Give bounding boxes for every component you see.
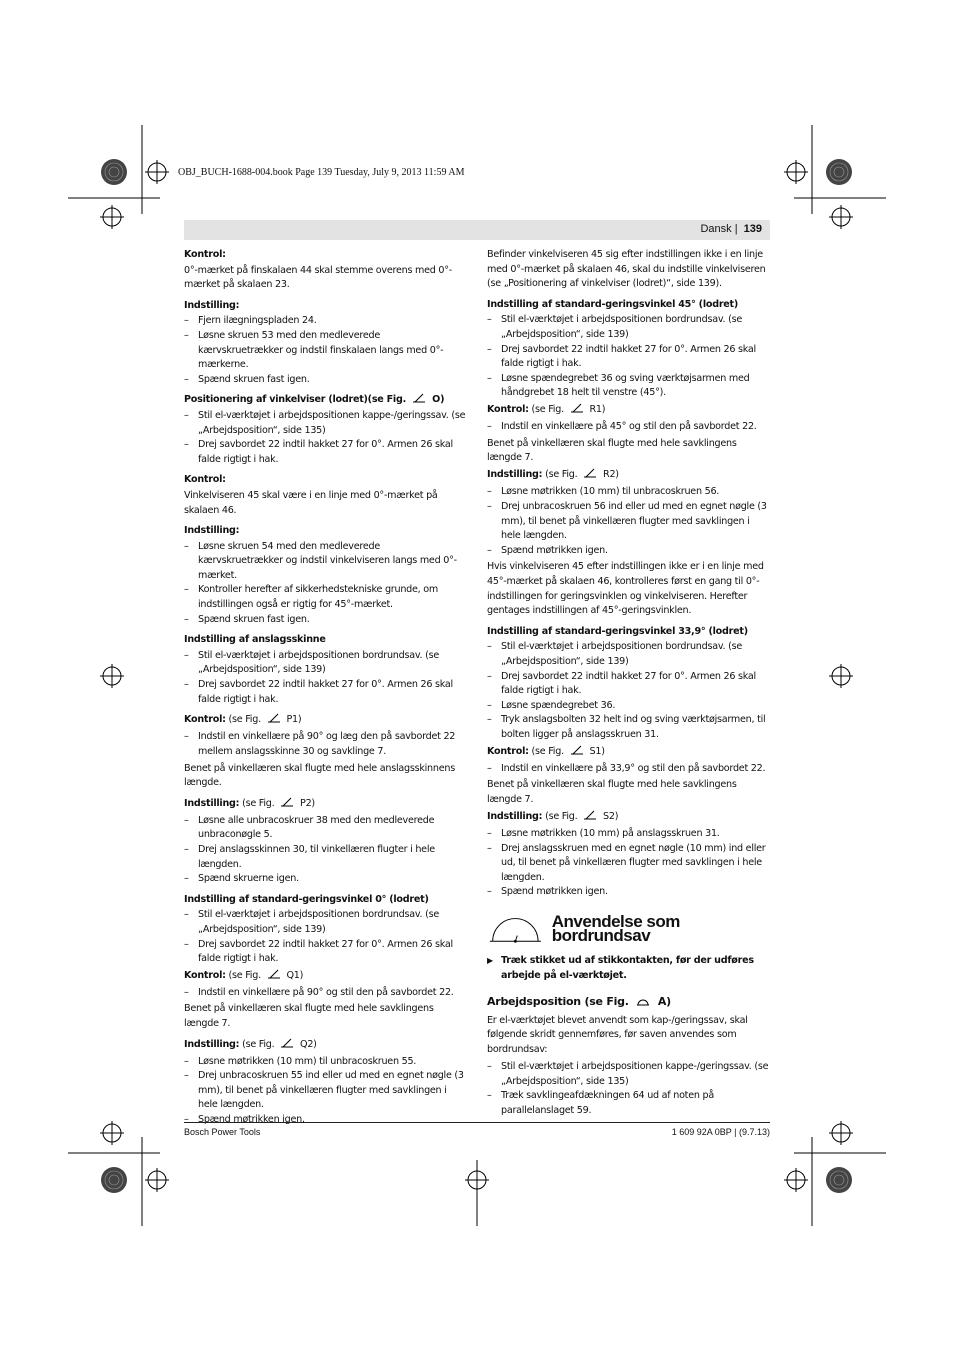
list-item: – Drej unbracoskruen 55 ind eller ud med en egnet nøgle (3 mm), til benet på vinkellæren flugter med savklingen i hele længden.: [184, 1069, 467, 1113]
saw-angle-icon: [412, 393, 426, 403]
print-info-line: OBJ_BUCH-1688-004.book Page 139 Tuesday, July 9, 2013 11:59 AM: [178, 167, 465, 178]
list-item: – Indstil en vinkellære på 33,9° og stil den på savbordet 22.: [487, 762, 770, 777]
footer-doc-code: 1 609 92A 0BP | (9.7.13): [671, 1127, 770, 1137]
arbejdsposition-text: Er el-værktøjet blevet anvendt som kap-/geringssav, skal følgende skridt gennemføres, før saven anvendes som bordrundsav:: [487, 1014, 748, 1055]
warning-text: Træk stikket ud af stikkontakten, før der udføres arbejde på el-værktøjet.: [501, 954, 754, 981]
list-item: – Stil el-værktøjet i arbejdspositionen bordrundsav. (se „Arbejdsposition“, side 139): [487, 313, 770, 342]
kontrol-list: [184, 986, 467, 1001]
standard-33-9-heading: Indstilling af standard-geringsvinkel 33,9° (lodret): [487, 625, 748, 637]
fig-id: P2): [300, 797, 315, 809]
kontrol-fig-line: [487, 745, 770, 760]
kontrol-text: Vinkelviseren 45 skal være i en linje med 0°-mærket på skalaen 46.: [184, 489, 438, 516]
positionering-heading: [184, 393, 467, 408]
fig-id: R2): [603, 469, 619, 481]
list-item: – Løsne møtrikken (10 mm) på anslagsskruen 31.: [487, 827, 770, 842]
list-item: – Spænd møtrikken igen.: [487, 544, 770, 559]
page-number: 139: [743, 223, 762, 235]
list-item: – Stil el-værktøjet i arbejdspositionen kappe-/geringssav. (se „Arbejdsposition“, side 135): [487, 1060, 770, 1089]
fig-ref: (se Fig.: [228, 714, 261, 726]
list-item: – Løsne spændegrebet 36 og sving værktøjsarmen med håndgrebet 18 helt til venstre (45°).: [487, 372, 770, 401]
kontrol-fig-line: [184, 969, 467, 984]
list-item: – Indstil en vinkellære på 45° og stil den på savbordet 22.: [487, 420, 770, 435]
list-item: – Drej savbordet 22 indtil hakket 27 for 0°. Armen 26 skal falde rigtigt i hak.: [184, 678, 467, 707]
saw-angle-icon: [570, 745, 584, 755]
list-item: – Løsne møtrikken (10 mm) til unbracoskruen 55.: [184, 1055, 467, 1070]
standard-0-list: [184, 908, 467, 966]
indstilling-list: [184, 814, 467, 887]
safety-warning: [487, 954, 770, 983]
kontrol-list: [184, 730, 467, 759]
right-column: [487, 248, 770, 1120]
list-item: – Tryk anslagsbolten 32 helt ind og sving værktøjsarmen, til bolten ligger på anslagsskruen 31.: [487, 713, 770, 742]
note-text: Benet på vinkellæren skal flugte med hele savklingens længde 7.: [487, 437, 737, 464]
fig-id: S1): [589, 745, 605, 757]
kontrol-fig-line: [487, 403, 770, 418]
fig-ref: (se Fig.: [242, 1038, 275, 1050]
list-item: – Fjern ilægningspladen 24.: [184, 314, 467, 329]
kontrol-label: Kontrol:: [487, 745, 529, 757]
list-item: – Drej savbordet 22 indtil hakket 27 for 0°. Armen 26 skal falde rigtigt i hak.: [487, 670, 770, 699]
warning-arrow-icon: ▶: [487, 955, 493, 965]
saw-angle-icon: [583, 810, 597, 820]
indstilling-list: [184, 314, 467, 387]
list-item: – Spænd møtrikken igen.: [487, 885, 770, 900]
page-header: [184, 220, 770, 240]
indstilling-list: [487, 485, 770, 558]
indstilling-fig-line: [487, 810, 770, 825]
list-item: – Stil el-værktøjet i arbejdspositionen kappe-/geringssav. (se „Arbejdsposition“, side 135): [184, 409, 467, 438]
saw-angle-icon: [583, 468, 597, 478]
kontrol-fig-line: [184, 713, 467, 728]
saw-angle-icon: [570, 403, 584, 413]
list-item: – Træk savklingeafdækningen 64 ud af noten på parallelanslaget 59.: [487, 1089, 770, 1118]
list-item: – Drej savbordet 22 indtil hakket 27 for 0°. Armen 26 skal falde rigtigt i hak.: [487, 343, 770, 372]
kontrol-list: [487, 762, 770, 777]
list-item: – Løsne spændegrebet 36.: [487, 699, 770, 714]
table-saw-small-icon: [635, 996, 651, 1006]
list-item: – Stil el-værktøjet i arbejdspositionen bordrundsav. (se „Arbejdsposition“, side 139): [184, 649, 467, 678]
positionering-list: [184, 409, 467, 467]
fig-id: S2): [603, 810, 619, 822]
heading-text: Positionering af vinkelviser (lodret)(se Fig.: [184, 394, 406, 406]
standard-45-list: [487, 313, 770, 401]
header-separator: |: [734, 223, 738, 235]
indstilling-fig-line: [184, 797, 467, 812]
left-column: [184, 248, 467, 1130]
standard-33-9-list: [487, 640, 770, 742]
list-item: – Kontroller herefter af sikkerhedstekniske grunde, om indstillingen også er rigtig for 45°-mærket.: [184, 583, 467, 612]
footer-rule: [184, 1122, 770, 1123]
list-item: – Indstil en vinkellære på 90° og stil den på savbordet 22.: [184, 986, 467, 1001]
footer-brand: Bosch Power Tools: [184, 1127, 261, 1137]
list-item: – Drej unbracoskruen 56 ind eller ud med en egnet nøgle (3 mm), til benet på vinkellæren flugter med savklingen i hele længden.: [487, 500, 770, 544]
indstilling-list: [184, 1055, 467, 1128]
fig-id: R1): [589, 403, 606, 415]
indstilling-heading: Indstilling:: [184, 299, 240, 311]
intro-text: Befinder vinkelviseren 45 sig efter indstillingen ikke i en linje med 0°-mærket på skalaen 46, skal du indstille vinkelviseren (se „Positionering af vinkelviser (lodret)“, side 139).: [487, 249, 766, 290]
kontrol-text: 0°-mærket på finskalaen 44 skal stemme overens med 0°-mærket på skalaen 23.: [184, 264, 452, 291]
kontrol-label: Kontrol:: [184, 969, 226, 981]
saw-angle-icon: [267, 713, 281, 723]
kontrol-heading: Kontrol:: [184, 474, 226, 486]
anslagsskinne-list: [184, 649, 467, 707]
indstilling-fig-line: [487, 468, 770, 483]
fig-ref: (se Fig.: [531, 745, 564, 757]
list-item: – Drej anslagsskruen med en egnet nøgle (10 mm) ind eller ud, til benet på vinkellæren flugter med savklingen i hele længden.: [487, 842, 770, 886]
saw-angle-icon: [280, 1038, 294, 1048]
note-text: Benet på vinkellæren skal flugte med hele savklingens længde 7.: [487, 779, 737, 805]
fig-ref: (se Fig.: [228, 969, 261, 981]
note-text: Benet på vinkellæren skal flugte med hele savklingens længde 7.: [184, 1003, 434, 1029]
kontrol-heading: Kontrol:: [184, 249, 226, 260]
heading-text: Arbejdsposition (se Fig.: [487, 995, 629, 1009]
anslagsskinne-heading: Indstilling af anslagsskinne: [184, 634, 326, 646]
list-item: – Drej anslagsskinnen 30, til vinkellæren flugter i hele længden.: [184, 843, 467, 872]
note-text: Benet på vinkellæren skal flugte med hele anslagsskinnens længde.: [184, 762, 455, 789]
table-saw-icon: [487, 912, 544, 944]
list-item: – Løsne møtrikken (10 mm) til unbracoskruen 56.: [487, 485, 770, 500]
section-header: [487, 912, 770, 944]
saw-angle-icon: [280, 797, 294, 807]
indstilling-label: Indstilling:: [184, 797, 240, 809]
kontrol-label: Kontrol:: [184, 714, 226, 726]
note-text: Hvis vinkelviseren 45 efter indstillingen ikke er i en linje med 45°-mærket på skalaen 46, kontrolleres først en gang til 0°-indstillingen for geringsvinklen og vinkelviseren. Herefter gentages indstillingen af 45°-geringsvinklen.: [487, 561, 764, 617]
indstilling-list: [487, 827, 770, 900]
list-item: – Løsne alle unbracoskruer 38 med den medleverede unbraconøgle 5.: [184, 814, 467, 843]
list-item: – Drej savbordet 22 indtil hakket 27 for 0°. Armen 26 skal falde rigtigt i hak.: [184, 438, 467, 467]
fig-ref: (se Fig.: [242, 797, 275, 809]
standard-45-heading: Indstilling af standard-geringsvinkel 45° (lodret): [487, 298, 739, 310]
list-item: – Indstil en vinkellære på 90° og læg den på savbordet 22 mellem anslagsskinne 30 og savklinge 7.: [184, 730, 467, 759]
indstilling-fig-line: [184, 1038, 467, 1053]
kontrol-label: Kontrol:: [487, 403, 529, 415]
list-item: – Spænd skruen fast igen.: [184, 613, 467, 628]
list-item: – Spænd møtrikken igen.: [184, 1113, 467, 1128]
section-title: Anvendelse som bordrundsav: [551, 911, 680, 946]
saw-angle-icon: [267, 969, 281, 979]
list-item: – Stil el-værktøjet i arbejdspositionen bordrundsav. (se „Arbejdsposition“, side 139): [487, 640, 770, 669]
list-item: – Løsne skruen 53 med den medleverede kærvskruetrækker og indstil finskalaen langs med 0°-mærkerne.: [184, 329, 467, 373]
list-item: – Spænd skruen fast igen.: [184, 373, 467, 388]
list-item: – Løsne skruen 54 med den medleverede kærvskruetrækker og indstil vinkelviseren langs med 0°-mærket.: [184, 540, 467, 584]
fig-ref: (se Fig.: [531, 403, 564, 415]
indstilling-label: Indstilling:: [184, 1038, 240, 1050]
standard-0-heading: Indstilling af standard-geringsvinkel 0° (lodret): [184, 893, 429, 905]
list-item: – Stil el-værktøjet i arbejdspositionen bordrundsav. (se „Arbejdsposition“, side 139): [184, 908, 467, 937]
fig-id: Q1): [286, 969, 304, 981]
kontrol-list: [487, 420, 770, 435]
fig-ref: (se Fig.: [545, 469, 578, 481]
arbejdsposition-list: [487, 1060, 770, 1118]
fig-ref: (se Fig.: [545, 810, 578, 822]
heading-text: O): [432, 394, 445, 406]
heading-text: A): [657, 995, 671, 1009]
indstilling-label: Indstilling:: [487, 469, 543, 481]
header-language: Dansk: [700, 223, 732, 235]
list-item: – Spænd skruerne igen.: [184, 872, 467, 887]
arbejdsposition-heading: [487, 995, 770, 1010]
fig-id: P1): [286, 714, 302, 726]
header-language-page: [700, 223, 762, 235]
indstilling-list: [184, 540, 467, 628]
indstilling-label: Indstilling:: [487, 810, 543, 822]
indstilling-heading: Indstilling:: [184, 525, 240, 537]
fig-id: Q2): [300, 1038, 317, 1050]
list-item: – Drej savbordet 22 indtil hakket 27 for 0°. Armen 26 skal falde rigtigt i hak.: [184, 938, 467, 967]
